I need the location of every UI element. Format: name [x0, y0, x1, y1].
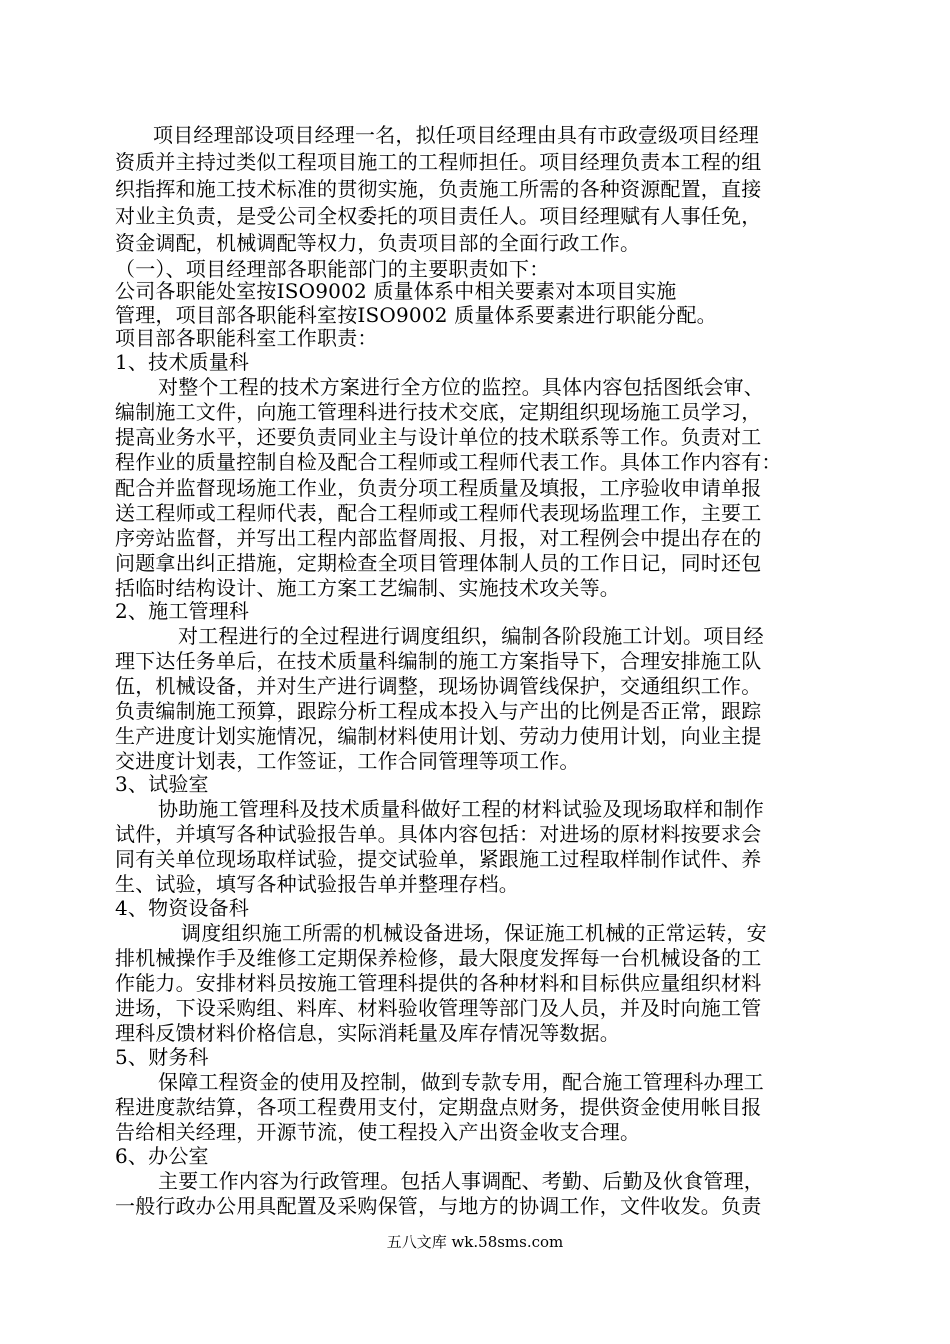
- intro-line: 对业主负责，是受公司全权委托的项目责任人。项目经理赋有人事任免，: [115, 204, 762, 228]
- intro-line: 项目经理部设项目经理一名，拟任项目经理由具有市政壹级项目经理: [153, 123, 759, 147]
- department-line: 理科反馈材料价格信息，实际消耗量及库存情况等数据。: [115, 1021, 620, 1045]
- department-line: 生产进度计划实施情况，编制材料使用计划、劳动力使用计划，向业主提: [115, 724, 762, 748]
- intro-line: 资质并主持过类似工程项目施工的工程师担任。项目经理负责本工程的组: [115, 150, 762, 174]
- department-title: 1、技术质量科: [115, 350, 250, 374]
- department-line: 进场，下设采购组、料库、材料验收管理等部门及人员，并及时向施工管: [115, 996, 762, 1020]
- department-title: 2、施工管理科: [115, 599, 250, 623]
- department-title: 3、试验室: [115, 772, 209, 796]
- department-line: 程进度款结算，各项工程费用支付，定期盘点财务，提供资金使用帐目报: [115, 1095, 762, 1119]
- intro-line: 资金调配，机械调配等权力，负责项目部的全面行政工作。: [115, 231, 641, 255]
- section-line: 项目部各职能科室工作职责：: [115, 326, 378, 350]
- department-line: 序旁站监督，并写出工程内部监督周报、月报，对工程例会中提出存在的: [115, 526, 762, 550]
- department-line: 对整个工程的技术方案进行全方位的监控。具体内容包括图纸会审、: [158, 375, 764, 399]
- section-line: 公司各职能处室按ISO9002 质量体系中相关要素对本项目实施: [115, 279, 677, 303]
- department-line: 伍，机械设备，并对生产进行调整，现场协调管线保护，交通组织工作。: [115, 674, 762, 698]
- department-line: 括临时结构设计、施工方案工艺编制、实施技术攻关等。: [115, 576, 620, 600]
- department-line: 协助施工管理科及技术质量科做好工程的材料试验及现场取样和制作: [158, 797, 764, 821]
- page-footer: 五八文库 wk.58sms.com: [386, 1233, 564, 1251]
- department-title: 4、物资设备科: [115, 896, 250, 920]
- department-line: 交进度计划表，工作签证，工作合同管理等项工作。: [115, 749, 580, 773]
- department-line: 编制施工文件，向施工管理科进行技术交底，定期组织现场施工员学习，: [115, 400, 762, 424]
- department-line: 提高业务水平，还要负责同业主与设计单位的技术联系等工作。负责对工: [115, 425, 762, 449]
- department-line: 作能力。安排材料员按施工管理科提供的各种材料和目标供应量组织材料: [115, 971, 762, 995]
- department-line: 试件，并填写各种试验报告单。具体内容包括：对进场的原材料按要求会: [115, 822, 762, 846]
- department-line: 问题拿出纠正措施，定期检查全项目管理体制人员的工作日记，同时还包: [115, 551, 762, 575]
- department-line: 调度组织施工所需的机械设备进场，保证施工机械的正常运转，安: [181, 921, 767, 945]
- department-line: 保障工程资金的使用及控制，做到专款专用，配合施工管理科办理工: [158, 1070, 764, 1094]
- department-line: 送工程师或工程师代表，配合工程师或工程师代表现场监理工作，主要工: [115, 501, 762, 525]
- department-line: 排机械操作手及维修工定期保养检修，最大限度发挥每一台机械设备的工: [115, 946, 762, 970]
- department-line: 生、试验，填写各种试验报告单并整理存档。: [115, 872, 519, 896]
- section-heading: （一）、项目经理部各职能部门的主要职责如下：: [115, 257, 550, 281]
- department-line: 程作业的质量控制自检及配合工程师或工程师代表工作。具体工作内容有：: [115, 450, 782, 474]
- intro-line: 织指挥和施工技术标准的贯彻实施，负责施工所需的各种资源配置，直接: [115, 177, 762, 201]
- department-title: 5、财务科: [115, 1045, 209, 1069]
- department-line: 配合并监督现场施工作业，负责分项工程质量及填报，工序验收申请单报: [115, 476, 762, 500]
- department-title: 6、办公室: [115, 1144, 209, 1168]
- section-line: 管理，项目部各职能科室按ISO9002 质量体系要素进行职能分配。: [115, 303, 717, 327]
- department-line: 告给相关经理，开源节流，使工程投入产出资金收支合理。: [115, 1120, 641, 1144]
- department-line: 一般行政办公用具配置及采购保管，与地方的协调工作，文件收发。负责: [115, 1194, 762, 1218]
- department-line: 对工程进行的全过程进行调度组织，编制各阶段施工计划。项目经: [178, 624, 764, 648]
- department-line: 主要工作内容为行政管理。包括人事调配、考勤、后勤及伙食管理，: [158, 1169, 764, 1193]
- department-line: 同有关单位现场取样试验，提交试验单，紧跟施工过程取样制作试件、养: [115, 847, 762, 871]
- department-line: 负责编制施工预算，跟踪分析工程成本投入与产出的比例是否正常，跟踪: [115, 699, 762, 723]
- department-line: 理下达任务单后，在技术质量科编制的施工方案指导下，合理安排施工队: [115, 649, 762, 673]
